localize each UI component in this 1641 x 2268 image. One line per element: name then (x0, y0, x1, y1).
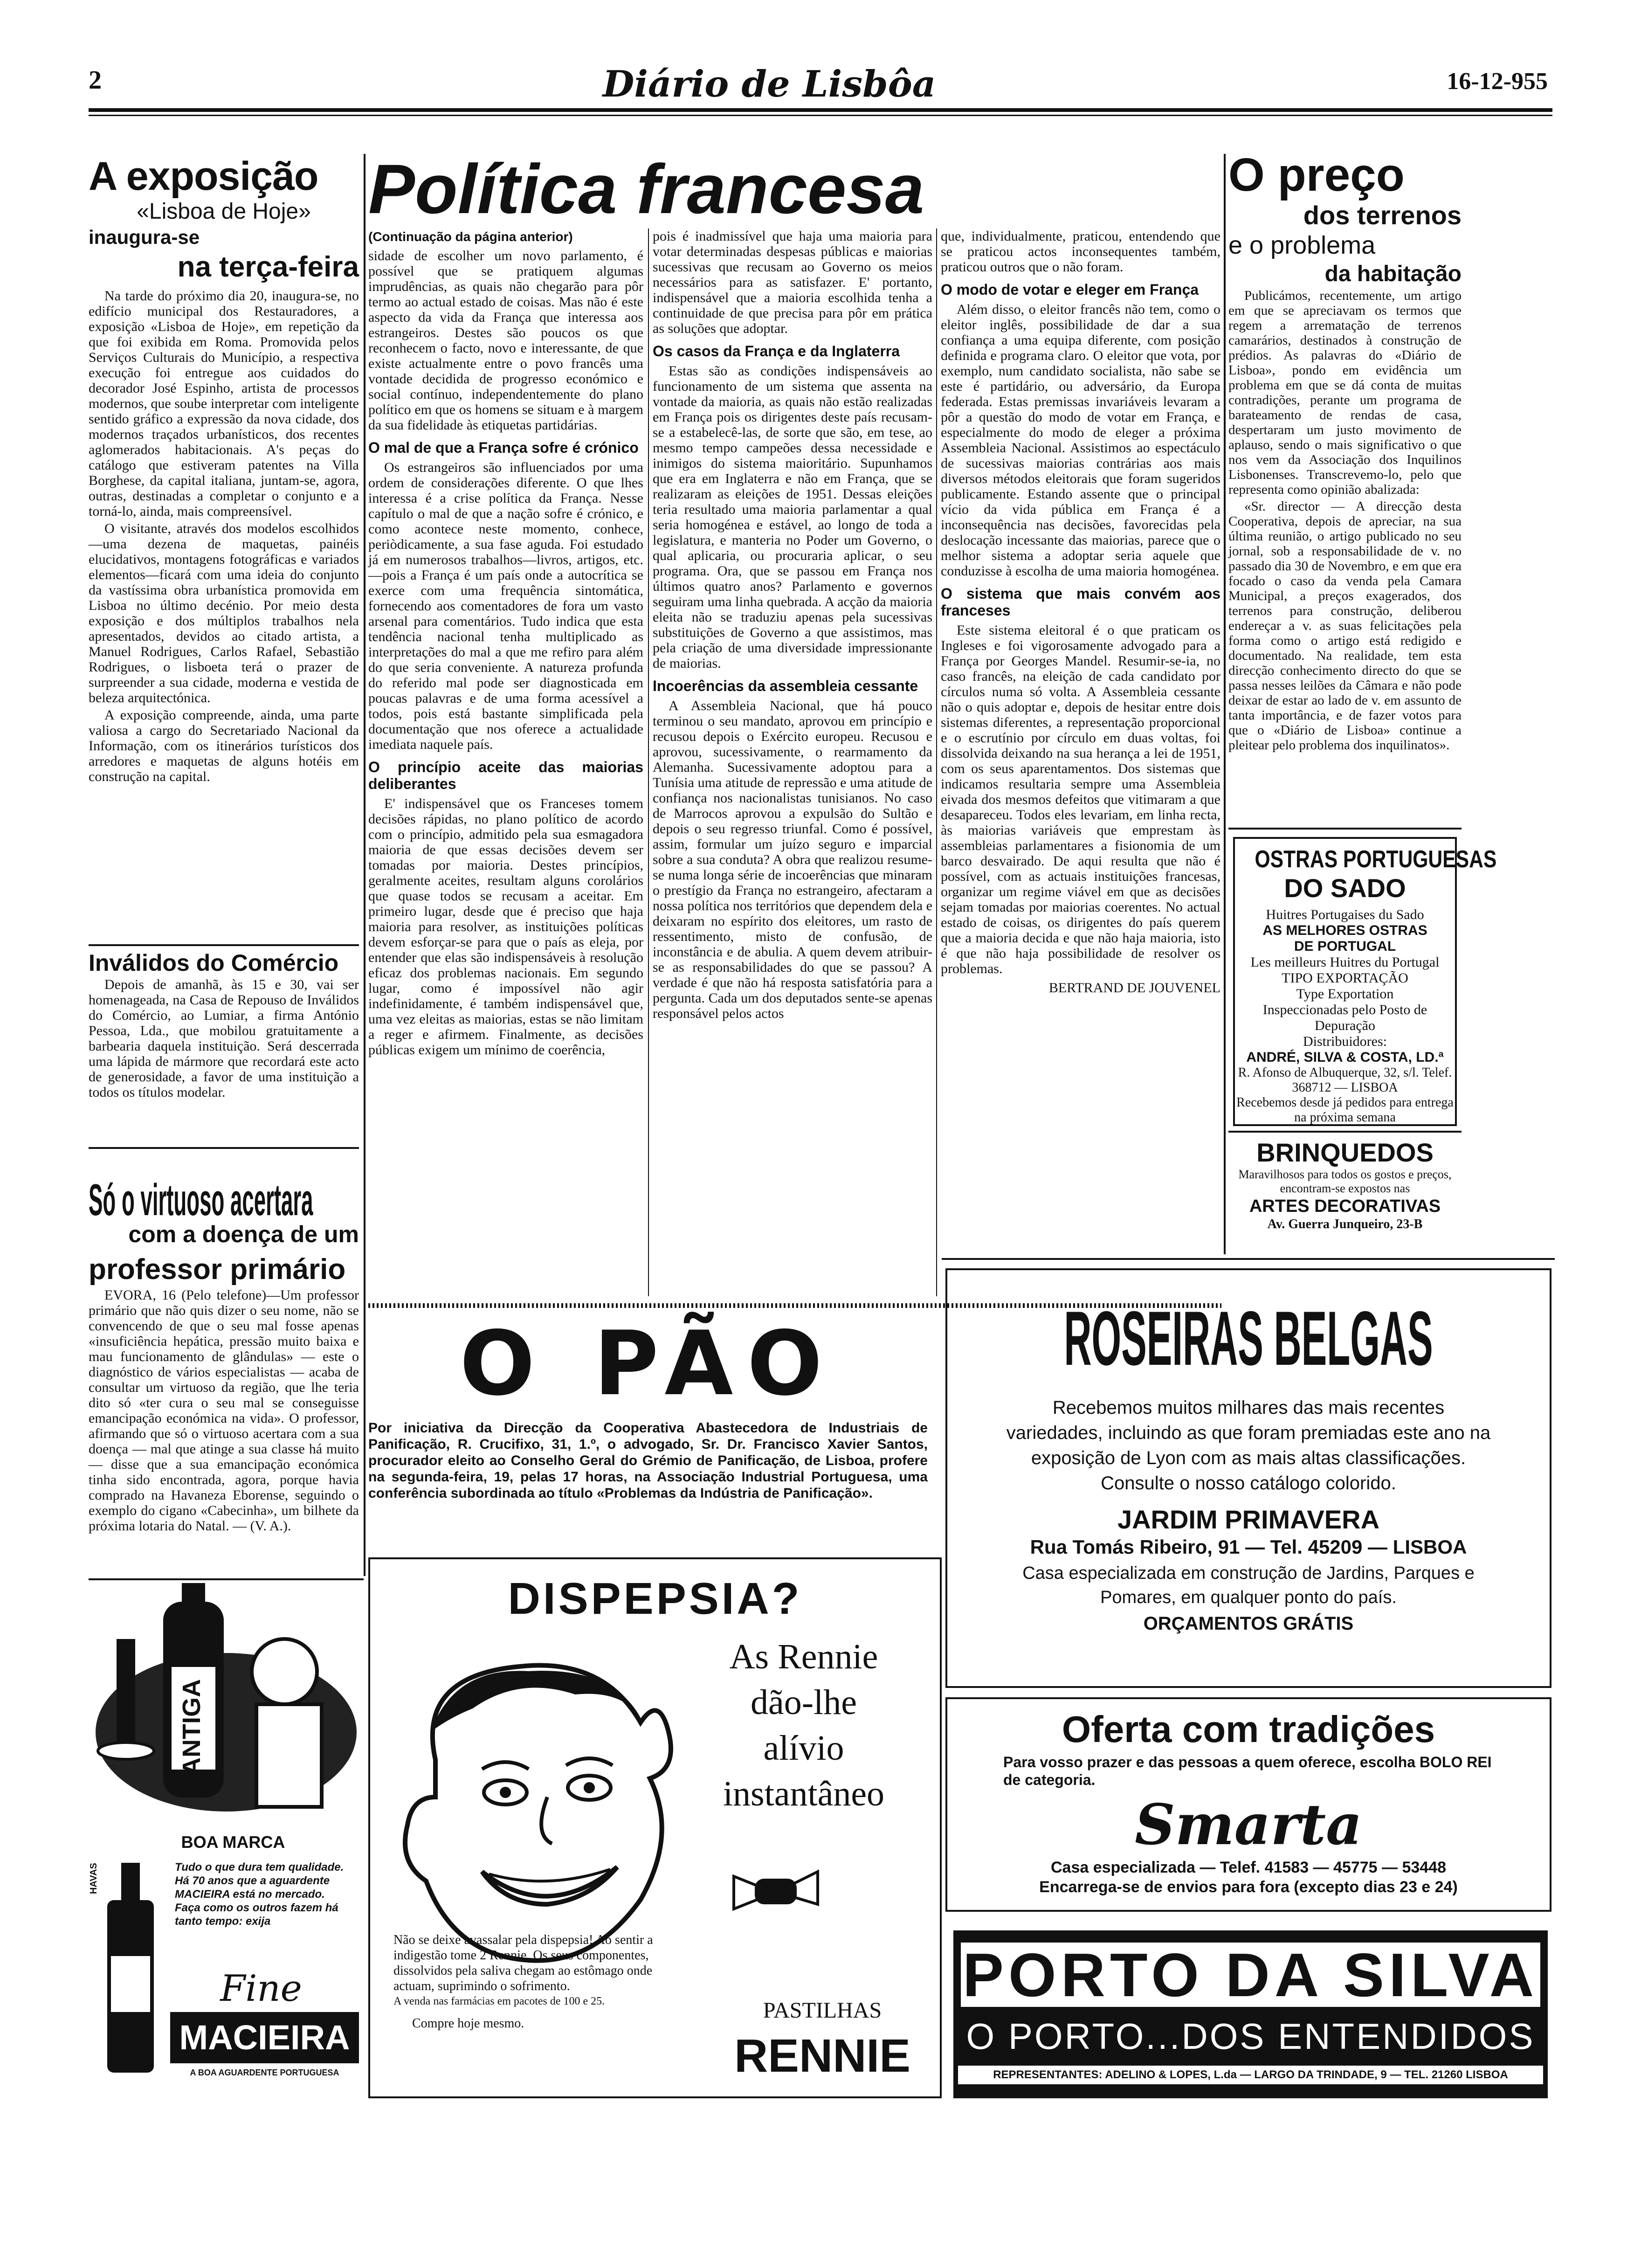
oferta-note: Encarrega-se de envios para fora (excepto dias 23 e 24) (1039, 1878, 1458, 1896)
ostras-line: Huitres Portugaises du Sado (1266, 907, 1424, 922)
politica-paragraph: que, individualmente, praticou, entendendo que se praticou actos inconsequentes também, praticou outros que o não foram. (941, 228, 1220, 275)
ostras-line: Distribuidores: (1303, 1034, 1387, 1049)
ostras-line: AS MELHORES OSTRAS (1262, 923, 1427, 938)
exposicao-headline: A exposição (89, 154, 318, 199)
masthead-title: Diário de Lisbôa (602, 63, 936, 105)
exposicao-headline-2: «Lisboa de Hoje» (137, 199, 311, 224)
ostras-ad (1233, 837, 1497, 1126)
politica-continuation: (Continuação da página anterior) (368, 229, 573, 244)
dispepsia-brand: RENNIE (734, 2030, 910, 2082)
column-rule (936, 228, 937, 1296)
politica-col-1 (368, 228, 643, 1301)
divider (1228, 828, 1462, 830)
macieira-tagline: A BOA AGUARDENTE PORTUGUESA (190, 2068, 339, 2077)
column-rule (364, 154, 365, 1576)
macieira-ad (89, 1583, 364, 2101)
divider (89, 1578, 364, 1580)
slogan-line: dão-lhe (751, 1683, 857, 1722)
roseiras-desc: Casa especializada em construção de Jardins, Parques e Pomares, em qualquer ponto do país. (1022, 1563, 1475, 1607)
oferta-brand: Smarta (1135, 1792, 1362, 1858)
politica-paragraph: sidade de escolher um novo parlamento, é possível que se pratiquem algumas imprudências, as quais não chegarão para pôr termo ao actual estado de coisas. Mas não é este aspecto da vida da França que interessa aos estrangeiros. Destes são poucos os que reconhecem o facto, novo e interessante, de que existe actualmente entre o povo francês uma vontade decidida de progresso económico e social contínuo, independentemente do plano político em que os homens se situam e à margem da sua fidelidade às etiquetas partidárias. (368, 248, 643, 433)
politica-paragraph: Os estrangeiros são influenciados por uma ordem de considerações diferente. O que lhes interessa é a crise política da França. Nesse capítulo o mal de que a nação sofre é crónico, e como acontece neste momento, conhece, periòdicamente, a sua fase aguda. Foi estudado já em numerosos trabalhos—livros, artigos, etc.—pois a França é um país onde a autocrítica se exerce com uma frequência sintomática, fornecendo aos comentadores de fora um vasto arsenal para comentários. Tudo indica que esta tendência nacional tenha multiplicado as interpretações do mal a que me refiro para além do que seria conveniente. A natureza profunda do referido mal pode ser diagnosticada em poucas palavras e de uma forma acessível a todos, pois está bastante simplificada pela documentação que nos oferece a actualidade imediata naquele país. (368, 460, 643, 752)
slogan-line: alívio (763, 1729, 844, 1768)
exposicao-headline-4: na terça-feira (177, 251, 359, 283)
politica-subhead: Incoerências da assembleia cessante (653, 678, 918, 694)
dispepsia-pastilhas: PASTILHAS (763, 1998, 882, 2023)
oferta-ad (945, 1697, 1551, 1912)
divider (942, 1258, 1555, 1260)
dispepsia-availability: A venda nas farmácias em pacotes de 100 e 25. (393, 1995, 605, 2007)
masthead-rule (89, 108, 1552, 112)
dispepsia-ad (368, 1557, 942, 2098)
virtuoso-article (89, 1154, 359, 1574)
porto-ad (953, 1930, 1548, 2098)
candy-icon (729, 1858, 822, 1923)
ostras-line: Les meilleurs Huitres du Portugal (1250, 954, 1440, 970)
politica-subhead: O sistema que mais convém aos franceses (941, 585, 1220, 619)
preco-headline-3: e o problema (1228, 231, 1376, 259)
divider (89, 1147, 359, 1149)
roseiras-name: JARDIM PRIMAVERA (1117, 1505, 1380, 1534)
roseiras-text: Recebemos muitos milhares das mais recentes variedades, incluindo as que foram premiadas este ano na exposição de Lyon com as mais altas classificações. Consulte o nosso catálogo colorido. (1006, 1397, 1491, 1494)
waiter-icon (252, 1639, 317, 1704)
roseiras-address: Rua Tomás Ribeiro, 91 — Tel. 45209 — LISBOA (1030, 1536, 1467, 1558)
preco-headline-4: da habitação (1324, 262, 1462, 286)
ostras-line: ANDRÉ, SILVA & COSTA, LD.ª (1246, 1050, 1444, 1065)
brinquedos-name: ARTES DECORATIVAS (1249, 1196, 1441, 1216)
macieira-fine: Fine (220, 1968, 302, 2010)
dispepsia-text (393, 1932, 692, 2031)
preco-headline: O preço (1228, 149, 1405, 201)
politica-col-3 (941, 228, 1220, 1301)
politica-col-2 (653, 228, 932, 1301)
virtuoso-headline: Só o virtuoso acertara (89, 1175, 313, 1225)
virtuoso-body: EVORA, 16 (Pelo telefone)—Um professor primário que não quis dizer o seu nome, não se convencendo de que o seu mal fosse apenas «insuficiência hepática, pressão muito baixa e mau funcionamento de glândulas» — este o diagnóstico de vários especialistas — acaba de consultar um virtuoso da região, que lhe teria dito só «ter cura o seu mal se conseguisse emancipação económica na vida». O professor, afirmando que só o virtuoso acertara com a sua doença — mal que atinge a sua classe há muito — disse que a sua emancipação económica tinha sido encontrada, agora, porque havia comprado na Havaneza Eborense, seguindo o exemplo do cigano «Cabecinha», um bilhete da próxima lotaria do Natal. — (V. A.). (89, 1287, 359, 1534)
paragraph: O visitante, através dos modelos escolhidos—uma dezena de maquetas, painéis elucidativos, montagens fotográficas e variados elementos—ficará com uma ideia do conjunto da vastíssima obra urbanística promovida em Lisboa no último decénio. Por meio desta exposição e dos múltiplos trabalhos nela apresentados, devidos ao citado artista, a Manuel Rodrigues, Carlos Rafael, Sebastião Rodrigues, o lisboeta terá o prazer de surpreender a sua cidade, moderna e vestida de beleza arquitectónica. (89, 521, 359, 705)
macieira-label: BOA MARCA (181, 1832, 285, 1852)
macieira-illustration (89, 1583, 364, 1825)
pao-headline: O PÃO (459, 1312, 837, 1415)
preco-article (1228, 149, 1462, 858)
virtuoso-headline-3: professor primário (89, 1253, 346, 1286)
politica-subhead: O modo de votar e eleger em França (941, 281, 1199, 298)
brinquedos-address: Av. Guerra Junqueiro, 23-B (1267, 1217, 1423, 1231)
oferta-title: Oferta com tradições (1062, 1708, 1435, 1750)
pao-body: Por iniciativa da Direcção da Cooperativa Abastecedora de Industriais de Panificação, R. Crucifixo, 31, 1.º, o advogado, Sr. Dr. Francisco Xavier Santos, procurador eleito ao Conselho Geral do Grémio de Panificação, de Lisboa, profere na segunda-feira, 19, pelas 17 horas, na Associação Industrial Portuguesa, uma conferência subordinada ao título «Problemas da Indústria de Panificação». (368, 1420, 928, 1501)
ostras-line: Inspeccionadas pelo Posto de Depuração (1262, 1002, 1427, 1033)
ostras-title-2: DO SADO (1284, 873, 1406, 903)
invalidos-headline: Inválidos do Comércio (89, 950, 339, 976)
paragraph: Na tarde do próximo dia 20, inaugura-se, no edifício municipal dos Restauradores, a exposição «Lisboa de Hoje», em repetição da que foi exibida em Roma. Promovida pelos Serviços Culturais do Município, a respectiva execução foi entregue aos cuidados do decorador José Espinho, artista de processos modernos, que soube interpretar com inteligente sentido gráfico a expressão da nova cidade, dos modernos traçados urbanísticos, dos recentes aglomerados habitacionais. A's peças do catálogo que estiveram patentes na Villa Borghese, da capital italiana, juntam-se, agora, outras, destinadas a completar o conjunto e a torná-lo, ainda, mais compreensível. (89, 288, 359, 519)
ostras-line: R. Afonso de Albuquerque, 32, s/l. Telef. 368712 — LISBOA (1238, 1065, 1452, 1095)
column-rule (648, 228, 649, 1296)
invalidos-body: Depois de amanhã, às 15 e 30, vai ser homenageada, na Casa de Repouso de Inválidos do Comércio, ao Lumiar, a firma António Pessoa, Lda., que mobilou gratuitamente a barbearia daquela instituição. Será descerrada uma lápida de mármore que recordará este acto de generosidade, a favor de uma instituição a todos os títulos modelar. (89, 977, 359, 1100)
brinquedos-ad (1233, 1138, 1457, 1254)
roseiras-orcamentos: ORÇAMENTOS GRÁTIS (1143, 1613, 1354, 1634)
divider (89, 944, 359, 946)
porto-reps: REPRESENTANTES: ADELINO & LOPES, L.da — LARGO DA TRINDADE, 9 — TEL. 21260 LISBOA (958, 2066, 1543, 2084)
politica-subhead: O princípio aceite das maiorias deliberantes (368, 759, 643, 792)
dispepsia-title: DISPEPSIA? (508, 1574, 802, 1624)
ostras-line: Type Exportation (1296, 986, 1394, 1002)
column-rule (1224, 154, 1226, 1254)
preco-headline-2: dos terrenos (1303, 201, 1462, 230)
preco-body: «Sr. director — A direcção desta Cooperativa, depois de apreciar, na sua última reunião, o artigo publicado no seu jornal, sob a responsabilidade de v. no passado dia 30 de Novembro, e em que era focado o caso da venda pela Camara Municipal, a preços exagerados, dos terrenos para construção, deliberou endereçar a v. as suas felicitações pela forma como o artigo está redigido e documentado. Na realidade, tem esta direcção conhecimento directo do que se passa nesses leilões da Câmara e não pode deixar de estar ao lado de v. em assunto de tanta importância, e de fazer votos para que o «Diário de Lisboa» continue a pleitear pelo problema dos inquilinatos». (1228, 499, 1462, 753)
macieira-brand: MACIEIRA (170, 2012, 359, 2063)
macieira-text: Tudo o que dura tem qualidade. Há 70 anos que a aguardente MACIEIRA está no mercado. Faça como os outros fazem há tanto tempo: exija (175, 1861, 344, 1928)
politica-subhead: Os casos da França e da Inglaterra (653, 343, 900, 360)
oferta-contacts: Casa especializada — Telef. 41583 — 45775 — 53448 (1050, 1859, 1446, 1876)
exposicao-article (89, 154, 359, 942)
exposicao-body (89, 288, 359, 784)
macieira-bottle (98, 1863, 163, 2082)
macieira-havas: HAVAS (89, 1863, 99, 1895)
virtuoso-headline-2: com a doença de um (128, 1221, 359, 1247)
ostras-title: OSTRAS PORTUGUESAS (1255, 846, 1497, 873)
preco-body: Publicámos, recentemente, um artigo em que se apreciavam os termos que regem a arrematação de terrenos camarários, destinados à construção de prédios. As palavras do «Diário de Lisboa», pondo em evidência um problema em que se dá conta de muitas contradições, perante um programa de barateamento de rendas de casa, despertaram um justo movimento de aplauso, sendo o mais significativo o que nos vem da Associação dos Inquilinos Lisbonenses. Transcrevemo-lo, pelo que representa como opinião abalizada: (1228, 288, 1462, 497)
politica-subhead: O mal de que a França sofre é crónico (368, 439, 639, 456)
pao-article (368, 1313, 928, 1555)
ostras-line: DE PORTUGAL (1294, 939, 1396, 954)
politica-paragraph: Este sistema eleitoral é o que praticam os Ingleses e foi vigorosamente advogado para a França por Georges Mandel. Resumir-se-ia, no caso francês, na eleição de cada candidato por círculos numa só volta. A Assembleia cessante não o quis adoptar e, depois de hesitar entre dois sistemas diferentes, a representação proporcional e o escrutínio por círculo em duas voltas, foi dissolvida deixando na sua herança a lei de 1951, com os seus aparentamentos. Dos sistemas que indicamos resultaria sempre uma Assembleia eivada dos mesmos defeitos que vitimaram a que desapareceu. Todos eles levariam, em linha recta, às maiorias variáveis que emprestam às assembleias parlamentares a fisionomia de um barco desvairado. De aqui resulta que não é possível, com as actuais instituições francesas, organizar um regime viável em que as decisões sejam tomadas por maiorias coerentes. No actual estado de coisas, os dirigentes do país querem que a maioria decida e que não haja maioria, isto é que não haja possibilidade de resolver os problemas. (941, 622, 1220, 976)
masthead (0, 0, 1641, 145)
brinquedos-title: BRINQUEDOS (1256, 1138, 1434, 1167)
slogan-line: instantâneo (723, 1774, 885, 1813)
dispepsia-slogan (687, 1634, 920, 1817)
ostras-line: Recebemos desde já pedidos para entrega na próxima semana (1236, 1095, 1454, 1125)
slogan-line: As Rennie (729, 1637, 878, 1676)
masthead-rule-thin (89, 115, 1552, 116)
dispepsia-cta: Compre hoje mesmo. (412, 2016, 524, 2031)
politica-paragraph: Estas são as condições indispensáveis ao funcionamento de um sistema que assenta na vontade da maioria, as quais não estão realizadas em França pois os dirigentes deste país recusam-se a estabelecê-las, de sorte que são, em tese, ao mesmo tempo campeões dessa necessidade e inimigos do sistema maioritário. Supunhamos que era em Inglaterra e não em França, que se realizaram as eleições de 1951. Dessas eleições teria resultado uma maioria parlamentar a qual seria homogénea e estável, ao longo de toda a legislatura, e manteria no Poder um Governo, o qual aplicaria, ou procuraria aplicar, o seu programa. Ora, que se passou em França nos últimos quatro anos? Parlamento e governos seguiram uma linha quebrada. A acção da maioria eleita não se traduziu apenas pela sucessivas substituições de Governo a que assistimos, mas pela criação de uma diversidade impressionante de maiorias. (653, 363, 932, 671)
politica-paragraph: pois é inadmissível que haja uma maioria para votar determinadas despesas públicas e maiorias sucessivas que recusam ao Governo os meios necessários para as satisfazer. E' portanto, indispensável que a maioria escolhida tenha a continuidade de que precisa para pôr em prática as soluções que adoptar. (653, 228, 932, 336)
porto-title: PORTO DA SILVA (958, 1940, 1543, 2010)
brinquedos-line: Maravilhosos para todos os gostos e preços, encontram-se expostos nas (1238, 1168, 1452, 1195)
roseiras-ad (945, 1268, 1551, 1688)
politica-byline: BERTRAND DE JOUVENEL (1048, 980, 1220, 996)
politica-headline: Política francesa (368, 150, 924, 228)
politica-paragraph: A Assembleia Nacional, que há pouco terminou o seu mandato, aprovou em princípio e recusou depois o Exército europeu. Recusou e aprovou, sucessivamente, o rearmamento da Alemanha. Sucessivamente adoptou para a Tunísia uma atitude de repressão e uma atitude de confiança nos nacionalistas tunisianos. No caso de Marrocos aprovou a expulsão do Sultão e depois o seu regresso triunfal. Como é possível, assim, formular um juízo seguro e imparcial sobre a sua conduta? A obra que realizou resume-se numa longa série de incoerências que minaram o prestígio da França no estrangeiro, afectaram a nossa política nos territórios que dependem dela e deixaram no espírito dos eleitores, um rasto de ressentimento, misto de confusão, de inconstância e de abulia. A quem devem atribuir-se as responsabilidades do que se passou? A verdade é que não há resposta satisfatória para a pergunta. Cada um dos deputados sente-se apenas responsável pelos actos (653, 698, 932, 1021)
masthead-date: 16-12-955 (1447, 68, 1548, 95)
politica-paragraph: Além disso, o eleitor francês não tem, como o eleitor inglês, possibilidade de dar a sua confiança a uma equipa diferente, com posição definida e programa claro. O eleitor que vota, por exemplo, num candidato socialista, não sabe se este é partidário, ou adversário, da Europa federada. Estas premissas invariáveis levaram a pôr a questão do modo de votar em França, e especialmente do modo de eleger a próxima Assembleia Nacional. Assistimos ao espectáculo de sucessivas maiorias contrárias aos mais diversos métodos eleitorais que foram sugeridos publicamente. Estando assente que o principal vício da vida pública em França é a inconsequência nas decisões, favorecidas pela deslocação incessante das maiorias, parece que o melhor sistema a adoptar seria aquele que conduzisse à escolha de uma maioria homogénea. (941, 302, 1220, 579)
porto-subtitle: O PORTO...DOS ENTENDIDOS (966, 2016, 1535, 2057)
oferta-line: Para vosso prazer e das pessoas a quem oferece, escolha BOLO REI de categoria. (1003, 1754, 1492, 1788)
ostras-line: TIPO EXPORTAÇÃO (1282, 970, 1408, 986)
roseiras-title: ROSEIRAS BELGAS (1064, 1295, 1433, 1381)
paragraph: A exposição compreende, ainda, uma parte valiosa a cargo do Secretariado Nacional da Informação, com os itinerários turísticos dos arredores e maquetas de alguns hotéis em construção na capital. (89, 707, 359, 784)
page-number: 2 (89, 66, 102, 95)
macieira-bottle-label: ANTIGA (178, 1679, 206, 1776)
exposicao-headline-3: inaugura-se (89, 226, 200, 248)
dispepsia-body: Não se deixe avassalar pela dispepsia! Ao sentir a indigestão tome 2 Rennie. Os seus componentes, dissolvidos pela saliva chegam ao estômago onde actuam, suprimindo o sofrimento. (393, 1933, 653, 1993)
politica-paragraph: E' indispensável que os Franceses tomem decisões rápidas, no plano político de acordo com o princípio, admitido pela sua esmagadora maioria de que essas decisões devem ser tomadas por maioria. Destes princípios, geralmente aceites, resultam alguns corolários que quase todos se recusam a aceitar. Em primeiro lugar, desde que é preciso que haja maioria para resolver, as instituições políticas devem esforçar-se para que o país as eleja, por entender que elas são indispensáveis à resolução eficaz dos problemas nacionais. Em segundo lugar, como é impossível não agir indefinidamente, é também indispensável que, uma vez eleitas as maiorias, estas se não limitam a reger e afirmem. Finalmente, as decisões públicas exigem um mínimo de coerência, (368, 796, 643, 1058)
invalidos-article (89, 949, 359, 1154)
divider (1228, 1131, 1462, 1133)
